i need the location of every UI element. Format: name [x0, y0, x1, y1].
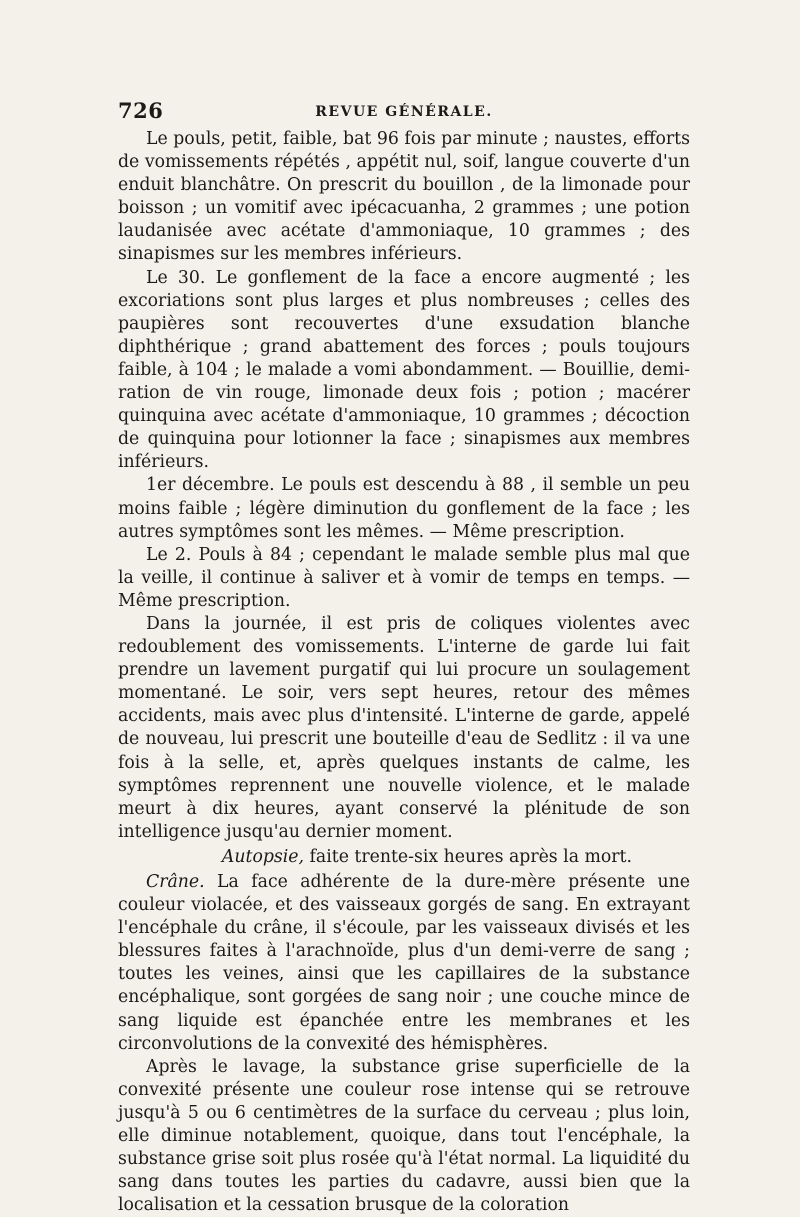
crane-text: La face adhérente de la dure-mère présente une couleur violacée, et des vaisseaux gorgés de sang. En extrayant l'encéphale du crâne, il s'écoule, par les vaisseaux divisés et les blessures faites à l'arachnoïde, plus d'un demi-verre de sang ; toutes les veines, ainsi que les capillaires de la substance encéphalique, sont gorgées de sang noir ; une couche mince de sang liquide est épanchée entre les membranes et les circonvolutions de la convexité des hémisphères. — [118, 872, 690, 1054]
autopsy-label: Autopsie, — [221, 846, 305, 867]
autopsy-heading — [118, 846, 690, 869]
paragraph-lavage: Après le lavage, la substance grise superficielle de la convexité présente une couleur rose intense qui se retrouve jusqu'à 5 ou 6 centimètres de la surface du cerveau ; plus loin, elle diminue notablement, quoique, dans tout l'encéphale, la substance grise soit plus rosée qu'à l'état normal. La liquidité du sang dans toutes les parties du cadavre, aussi bien que la localisation et la cessation brusque de la coloration — [118, 1056, 690, 1216]
body-text — [118, 128, 690, 1217]
autopsy-text: faite trente-six heures après la mort. — [304, 846, 632, 867]
paragraph-day-2: Le 2. Pouls à 84 ; cependant le malade semble plus mal que la veille, il continue à saliver et à vomir de temps en temps. — Même prescription. — [118, 544, 690, 611]
paragraph-crane — [118, 871, 690, 1056]
page-number: 726 — [118, 98, 164, 123]
paragraph-pulse: Le pouls, petit, faible, bat 96 fois par minute ; naustes, efforts de vomissements répétés , appétit nul, soif, langue couverte d'un enduit blanchâtre. On prescrit du bouillon , de la limonade pour boisson ; un vomitif avec ipécacuanha, 2 grammes ; une potion laudanisée avec acétate d'ammoniaque, 10 grammes ; des sinapismes sur les membres inférieurs. — [118, 129, 690, 265]
paragraph-december-1: 1er décembre. Le pouls est descendu à 88 , il semble un peu moins faible ; légère diminution du gonflement de la face ; les autres symptômes sont les mêmes. — Même prescription. — [118, 475, 690, 542]
running-head: REVUE GÉNÉRALE. — [315, 104, 493, 120]
paragraph-day-30: Le 30. Le gonflement de la face a encore augmenté ; les excoriations sont plus larges et plus nombreuses ; celles des paupières sont recouvertes d'une exsudation blanche diphthérique ; grand abattement des forces ; pouls toujours faible, à 104 ; le malade a vomi abondamment. — Bouillie, demi-ration de vin rouge, limonade deux fois ; potion ; macérer quinquina avec acétate d'ammoniaque, 10 grammes ; décoction de quinquina pour lotionner la face ; sinapismes aux membres inférieurs. — [118, 267, 690, 473]
paragraph-death: Dans la journée, il est pris de coliques violentes avec redoublement des vomissements. L'interne de garde lui fait prendre un lavement purgatif qui lui procure un soulagement momentané. Le soir, vers sept heures, retour des mêmes accidents, mais avec plus d'intensité. L'interne de garde, appelé de nouveau, lui prescrit une bouteille d'eau de Sedlitz : il va une fois à la selle, et, après quelques instants de calme, les symptômes reprennent une nouvelle violence, et le malade meurt à dix heures, ayant conservé la plénitude de son intelligence jusqu'au dernier moment. — [118, 613, 690, 842]
crane-label: Crâne. — [146, 872, 205, 892]
page-header — [118, 98, 690, 128]
